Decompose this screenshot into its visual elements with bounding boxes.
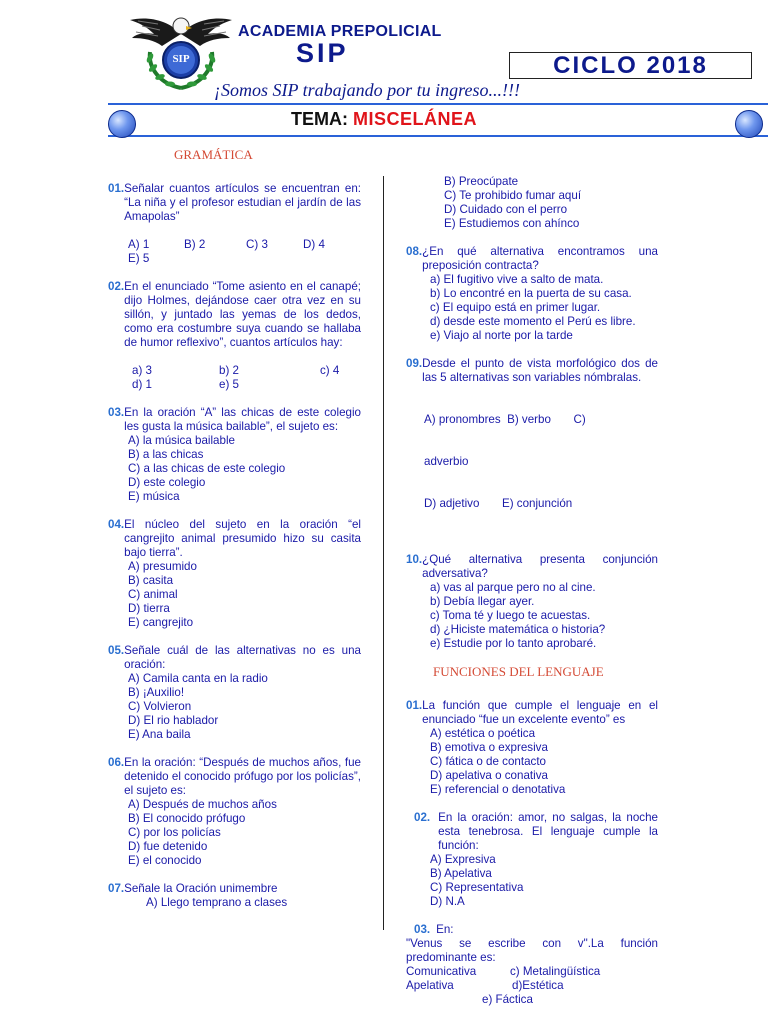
option: B) 2 [184,238,206,251]
option: E) música [128,490,180,503]
option: E) 5 [128,252,150,265]
option: C) por los policías [128,826,221,839]
option: A) 1 [128,238,150,251]
question-02 [108,280,361,392]
option: a) El fugitivo vive a salto de mata. [430,273,604,286]
option: C) fática o de contacto [430,755,546,768]
section-heading-funciones: FUNCIONES DEL LENGUAJE [433,664,604,679]
question-number: 02. [108,280,125,293]
question-number: 01. [406,699,423,712]
left-column [108,148,361,924]
option: C) Volvieron [128,700,192,713]
question-text: "Venus se escribe con v".La función predominante es: [406,937,658,964]
topic-title [0,109,768,130]
option: D) tierra [128,602,170,615]
right-column [406,175,658,1021]
option: e) Estudie por lo tanto aprobaré. [430,637,597,650]
question-number: 03. [414,923,431,936]
option: a) vas al parque pero no al cine. [430,581,596,594]
option: E) referencial o denotativa [430,783,566,796]
question-07 [108,882,361,910]
question-number: 02. [414,811,431,824]
question-number: 08. [406,245,423,258]
option: e) Viajo al norte por la tarde [430,329,573,342]
option: A) la música bailable [128,434,235,447]
question-05 [108,644,361,742]
question-09 [406,357,658,539]
option: B) casita [128,574,174,587]
option: c) 4 [320,364,340,377]
option: Apelativa [406,979,454,992]
question-07-continued [406,175,658,231]
option: b) 2 [219,364,239,377]
question-number: 07. [108,882,125,895]
option: C) 3 [246,238,268,251]
option: C) Representativa [430,881,524,894]
option: a) 3 [132,364,152,377]
question-number: 04. [108,518,125,531]
academy-name: ACADEMIA PREPOLICIAL [238,23,442,40]
question-text: Señale la Oración unimembre [124,882,278,895]
question-number: 01. [108,182,125,195]
option: B) emotiva o expresiva [430,741,548,754]
option: c) Toma té y luego te acuestas. [430,609,591,622]
option: D) N.A [430,895,465,908]
option: D) 4 [303,238,325,251]
option: A) Después de muchos años [128,798,277,811]
answer-options [108,364,361,378]
option: b) Lo encontré en la puerta de su casa. [430,287,632,300]
option: B) El conocido prófugo [128,812,246,825]
topic-value: MISCELÁNEA [353,109,478,129]
function-question-01 [406,699,658,797]
question-03 [108,406,361,504]
option: B) ¡Auxilio! [128,686,185,699]
question-01 [108,182,361,266]
option: d) 1 [132,378,152,391]
option: A) Expresiva [430,853,496,866]
option: E) Ana baila [128,728,191,741]
logo-label: SIP [172,53,190,65]
option: c) El equipo está en primer lugar. [430,301,601,314]
question-text: Señalar cuantos artículos se encuentran en: “La niña y el profesor estudian el jardín de las Amapolas” [124,182,361,223]
question-text: ¿Qué alternativa presenta conjunción adversativa? [422,553,658,580]
option: D) fue detenido [128,840,208,853]
question-text: El núcleo del sujeto en la oración “el cangrejito animal presumido hizo su casita bajo tierra”. [124,518,361,559]
topic-label: TEMA: [290,109,348,129]
option: A) presumido [128,560,197,573]
header-divider-bottom [108,135,768,137]
answer-options [108,378,361,392]
option: d) desde este momento el Perú es libre. [430,315,636,328]
question-08 [406,245,658,343]
option: A) Llego temprano a clases [146,896,288,909]
option-line: D) adjetivo E) conjunción [424,497,573,510]
option: e) Fáctica [482,993,533,1006]
question-text: Señale cuál de las alternativas no es una oración: [124,644,361,671]
option: B) Apelativa [430,867,492,880]
option: c) Metalingüística [510,965,601,978]
option: D) El rio hablador [128,714,219,727]
option: E) Estudiemos con ahínco [444,217,580,230]
question-04 [108,518,361,630]
option: d) ¿Hiciste matemática o historia? [430,623,606,636]
question-label: En: [436,923,454,936]
slogan: ¡Somos SIP trabajando por tu ingreso...!!! [214,80,520,100]
option: D) apelativa o conativa [430,769,548,782]
option: B) Preocúpate [444,175,519,188]
question-number: 10. [406,553,423,566]
answer-options [108,238,361,252]
option: b) Debía llegar ayer. [430,595,535,608]
header-divider-top [108,103,768,105]
question-number: 09. [406,357,423,370]
option: C) Te prohibido fumar aquí [444,189,582,202]
option: C) a las chicas de este colegio [128,462,286,475]
section-heading-gramatica: GRAMÁTICA [174,147,253,162]
option: A) Camila canta en la radio [128,672,268,685]
question-text: En la oración: “Después de muchos años, fue detenido el conocido prófugo por los policías”, el sujeto es: [124,756,361,797]
question-10 [406,553,658,651]
academy-acronym: SIP [296,38,349,68]
option: d)Estética [512,979,564,992]
question-text: En la oración: amor, no salgas, la noche esta tenebrosa. El lenguaje cumple la función: [438,811,658,852]
cycle-box: CICLO 2018 [509,52,752,79]
question-text: En la oración “A” las chicas de este colegio les gusta la música bailable”, el sujeto es: [124,406,361,433]
option: B) a las chicas [128,448,204,461]
option: E) cangrejito [128,616,194,629]
option: D) este colegio [128,476,206,489]
option: D) Cuidado con el perro [444,203,568,216]
column-divider [383,176,384,930]
question-number: 03. [108,406,125,419]
function-question-03 [406,923,658,1007]
option: A) estética o poética [430,727,536,740]
option-line: A) pronombres B) verbo C) [424,413,586,426]
option-line: adverbio [424,455,469,468]
question-number: 05. [108,644,125,657]
question-text: La función que cumple el lenguaje en el enunciado “fue un excelente evento” es [422,699,658,726]
question-text: En el enunciado “Tome asiento en el canapé; dijo Holmes, dejándose caer otra vez en su sillón, y juntado las yemas de los dedos, como era costumbre suya cuando se hallaba de humor reflexivo”, cuantos artículos hay: [124,280,361,349]
option: Comunicativa [406,965,477,978]
option: e) 5 [219,378,239,391]
option: E) el conocido [128,854,202,867]
question-text: Desde el punto de vista morfológico dos de las 5 alternativas son variables nómbralas. [422,357,658,384]
question-number: 06. [108,756,125,769]
function-question-02 [406,811,658,909]
question-06 [108,756,361,868]
option: C) animal [128,588,178,601]
question-text: ¿En qué alternativa encontramos una preposición contracta? [422,245,658,272]
page-header [0,0,768,140]
